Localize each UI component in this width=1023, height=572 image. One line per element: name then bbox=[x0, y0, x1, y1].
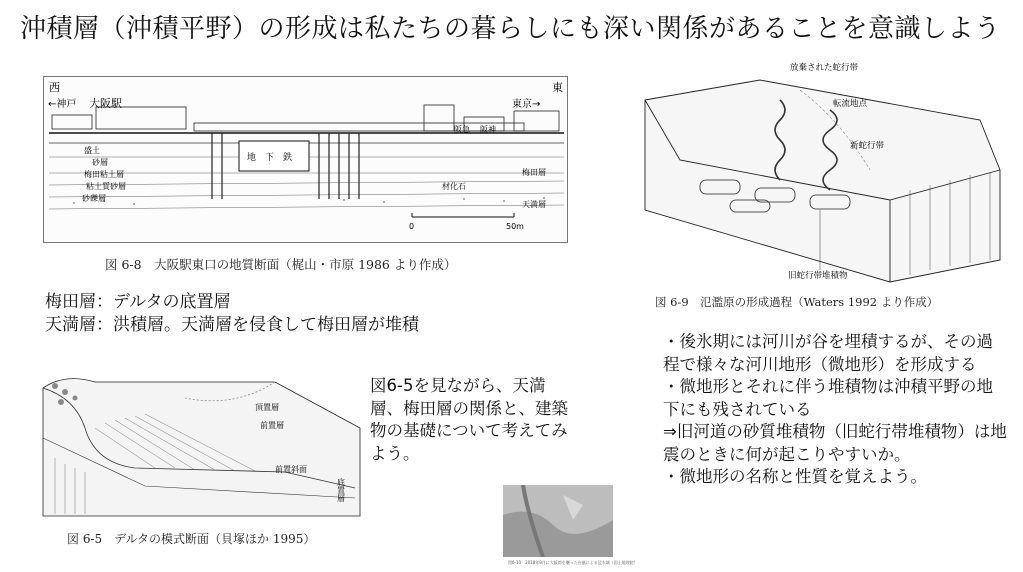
label-osaka-station: 大阪駅 bbox=[89, 97, 122, 110]
label-layer-4: 砂礫層 bbox=[82, 194, 106, 203]
label-subway: 地 下 鉄 bbox=[247, 153, 293, 163]
label-hanshin: 阪神 bbox=[480, 125, 496, 134]
label-layer-3: 粘土質砂層 bbox=[86, 182, 126, 191]
label-foreset-slope: 前置斜面 bbox=[275, 465, 307, 474]
slide-title: 沖積層（沖積平野）の形成は私たちの暮らしにも深い関係があることを意識しよう bbox=[20, 14, 1001, 44]
flood-map-image bbox=[503, 485, 613, 557]
scale-50m: 50m bbox=[506, 222, 524, 231]
label-hankyu: 阪急 bbox=[454, 125, 470, 134]
label-east: 東 bbox=[552, 81, 563, 94]
osaka-section-drawing bbox=[44, 77, 568, 243]
flood-map-thumbnail[interactable] bbox=[503, 485, 613, 557]
label-new-meander: 新蛇行帯 bbox=[850, 141, 885, 151]
question-text: 図6-5を見ながら、天満層、梅田層の関係と、建築物の基礎について考えてみよう。 bbox=[370, 376, 568, 463]
thumbnail-caption: 図6-10 2018年9月に大阪湾を襲った台風による浸水域（国土地理院） bbox=[508, 560, 638, 565]
figure-floodplain-block bbox=[640, 60, 1010, 288]
label-layer-2: 梅田粘土層 bbox=[84, 170, 124, 179]
label-tenma-layer: 天満層 bbox=[522, 200, 546, 209]
label-layer-0: 盛土 bbox=[84, 146, 100, 155]
label-layer-1: 砂層 bbox=[92, 158, 108, 167]
caption-fig-6-5: 図 6-5 デルタの模式断面（貝塚ほか 1995） bbox=[67, 532, 316, 546]
delta-drawing bbox=[35, 368, 365, 520]
label-bottomset: 底置層 bbox=[336, 478, 346, 502]
label-kobe: ←神戸 bbox=[48, 99, 77, 110]
note-tenma: 天満層：洪積層。天満層を侵食して梅田層が堆積 bbox=[45, 315, 419, 335]
label-avulsion-point: 転流地点 bbox=[833, 99, 868, 109]
label-old-meander-deposit: 旧蛇行帯堆積物 bbox=[788, 271, 848, 281]
label-topset: 頂置層 bbox=[255, 403, 279, 412]
caption-fig-6-8: 図 6-8 大阪駅東口の地質断面（梶山・市原 1986 より作成） bbox=[105, 257, 457, 272]
figure-osaka-station-section bbox=[43, 76, 568, 243]
label-abandoned-meander: 放棄された蛇行帯 bbox=[790, 63, 859, 73]
caption-fig-6-9: 図 6-9 氾濫原の形成過程（Waters 1992 より作成） bbox=[655, 295, 939, 309]
note-umeda: 梅田層：デルタの底置層 bbox=[45, 292, 231, 312]
bullet-notes: ・後氷期には河川が谷を埋積するが、その過程で様々な河川地形（微地形）を形成する ・微地形とそれに伴う堆積物は沖積平野の地下にも残されている ⇒旧河道の砂質堆積物（旧蛇行帯堆積物）は地震のときに何が起こりやすいか。 ・微地形の名称と性質を覚えよう。 bbox=[663, 332, 1007, 486]
label-tokyo: 東京→ bbox=[512, 99, 541, 110]
floodplain-drawing bbox=[640, 60, 1010, 288]
figure-delta-section bbox=[35, 368, 365, 520]
scale-zero: 0 bbox=[409, 222, 415, 231]
label-foreset: 前置層 bbox=[260, 421, 284, 430]
label-west: 西 bbox=[49, 81, 60, 94]
label-umeda-layer: 梅田層 bbox=[522, 168, 546, 177]
label-fossil: 材化石 bbox=[442, 182, 466, 191]
